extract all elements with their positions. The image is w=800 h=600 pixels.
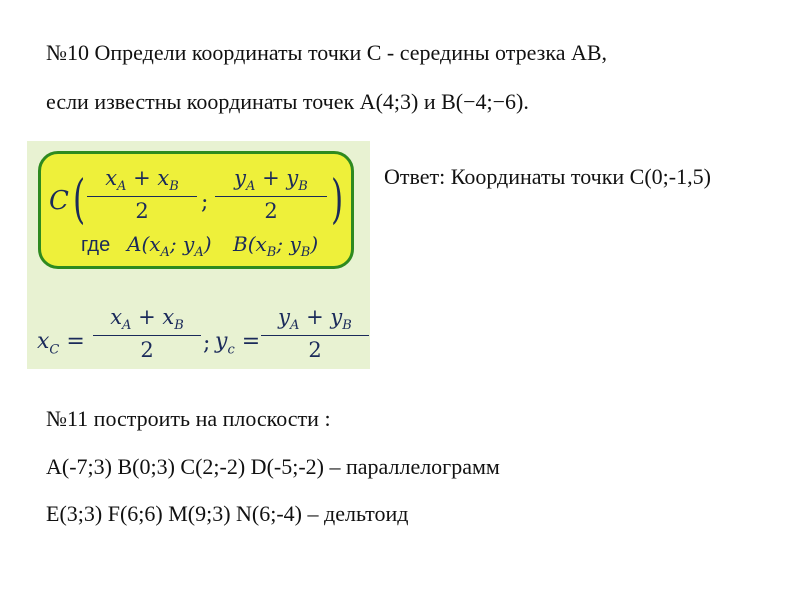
formula-close-paren: ): [331, 170, 344, 230]
formula-yc-frac: $\frac{y_A + y_B}{2}$: [261, 305, 369, 362]
formula-where-label: где: [81, 234, 111, 256]
task11-line2: A(-7;3) B(0;3) C(2;-2) D(-5;-2) – параллелограмм: [46, 454, 500, 479]
task10-line2: если известны координаты точек А(4;3) и В(−4;−6).: [46, 89, 529, 114]
formula-separator: ;: [201, 190, 209, 215]
task11-line1: №11 построить на плоскости :: [46, 406, 331, 431]
midpoint-formula-image: [27, 141, 370, 369]
formula-xc: $x_C$ =: [37, 329, 85, 358]
formula-xc-frac: $\frac{x_A + x_B}{2}$: [93, 305, 201, 362]
task11-line3: E(3;3) F(6;6) M(9;3) N(6;-4) – дельтоид: [46, 501, 409, 526]
formula-frac-x: $\frac{x_A + x_B}{2}$: [87, 166, 197, 223]
formula-frac-y: $\frac{y_A + y_B}{2}$: [215, 166, 327, 223]
formula-c-letter: C: [49, 186, 69, 216]
formula-open-paren: (: [73, 170, 86, 230]
formula-point-a: $A(x_A$; $y_A$): [127, 232, 212, 260]
formula-yc: $y_c$ =: [215, 329, 261, 358]
formula-point-b: $B(x_B$; $y_B$): [233, 232, 319, 260]
task10-line1: №10 Определи координаты точки С - середины отрезка АВ,: [46, 40, 608, 65]
answer-text: Ответ: Координаты точки С(0;-1,5): [384, 164, 711, 189]
formula-xc-separator: ;: [203, 331, 211, 356]
midpoint-formula-box: [38, 151, 354, 269]
